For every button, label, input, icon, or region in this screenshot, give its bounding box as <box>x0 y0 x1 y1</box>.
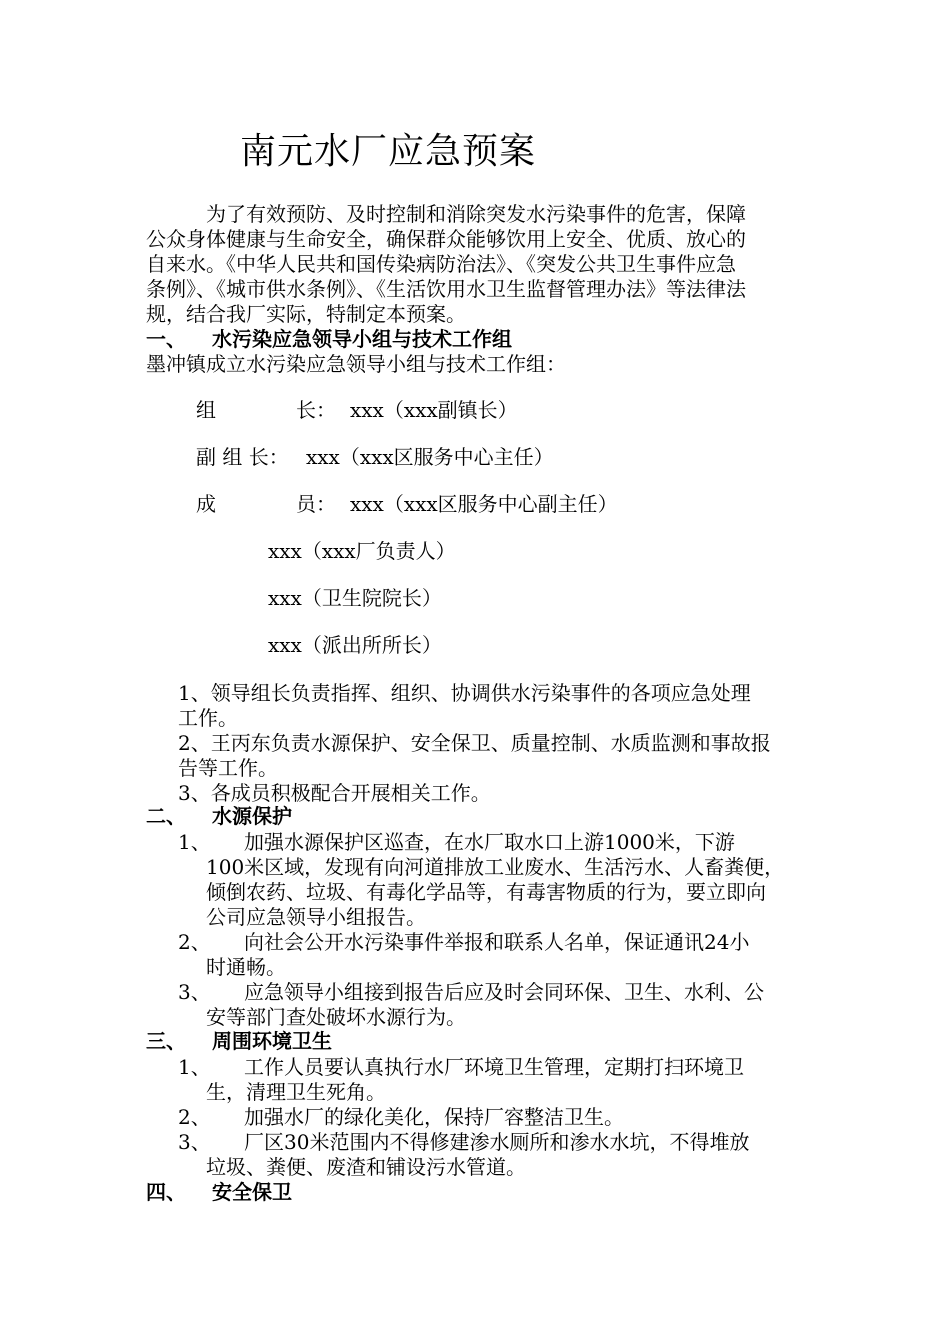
member-entry: xxx（卫生院院长） <box>268 586 442 610</box>
section-lead: 墨冲镇成立水污染应急领导小组与技术工作组： <box>146 352 566 376</box>
section-heading: 水污染应急领导小组与技术工作组 <box>212 327 512 351</box>
section-heading: 周围环境卫生 <box>212 1029 332 1053</box>
leader-label: 组 长： <box>196 398 336 422</box>
intro-line: 公众身体健康与生命安全，确保群众能够饮用上安全、优质、放心的 <box>146 227 746 251</box>
item-line: 向社会公开水污染事件举报和联系人名单，保证通讯24小 <box>244 930 750 954</box>
duty-line: 3、各成员积极配合开展相关工作。 <box>178 781 491 805</box>
section-number: 四、 <box>146 1180 186 1204</box>
item-line: 垃圾、粪便、废渣和铺设污水管道。 <box>206 1155 526 1179</box>
duty-line: 告等工作。 <box>178 756 278 780</box>
item-line: 工作人员要认真执行水厂环境卫生管理，定期打扫环境卫 <box>244 1055 744 1079</box>
member-value: xxx（xxx区服务中心副主任） <box>350 492 618 516</box>
item-line: 安等部门查处破坏水源行为。 <box>206 1005 466 1029</box>
deputy-label: 副 组 长： <box>196 445 289 469</box>
intro-line: 为了有效预防、及时控制和消除突发水污染事件的危害，保障 <box>206 202 746 226</box>
section-number: 二、 <box>146 804 186 828</box>
member-label: 成 员： <box>196 492 336 516</box>
leader-value: xxx（xxx副镇长） <box>350 398 518 422</box>
section-heading: 安全保卫 <box>212 1180 292 1204</box>
item-line: 时通畅。 <box>206 955 286 979</box>
item-number: 1、 <box>178 1055 211 1079</box>
item-number: 2、 <box>178 930 211 954</box>
item-number: 3、 <box>178 1130 211 1154</box>
item-number: 1、 <box>178 830 211 854</box>
item-line: 生，清理卫生死角。 <box>206 1080 386 1104</box>
section-heading: 水源保护 <box>212 804 292 828</box>
section-number: 三、 <box>146 1029 186 1053</box>
intro-line: 自来水。《中华人民共和国传染病防治法》、《突发公共卫生事件应急 <box>146 252 736 276</box>
item-line: 加强水厂的绿化美化，保持厂容整洁卫生。 <box>244 1105 624 1129</box>
item-number: 2、 <box>178 1105 211 1129</box>
duty-line: 工作。 <box>178 706 238 730</box>
item-number: 3、 <box>178 980 211 1004</box>
item-line: 厂区30米范围内不得修建渗水厕所和渗水水坑，不得堆放 <box>244 1130 750 1154</box>
member-entry: xxx（派出所所长） <box>268 633 442 657</box>
intro-line: 规，结合我厂实际，特制定本预案。 <box>146 302 466 326</box>
duty-line: 1、领导组长负责指挥、组织、协调供水污染事件的各项应急处理 <box>178 681 751 705</box>
document-title: 南元水厂应急预案 <box>240 131 537 172</box>
member-entry: xxx（xxx厂负责人） <box>268 539 456 563</box>
duty-line: 2、王丙东负责水源保护、安全保卫、质量控制、水质监测和事故报 <box>178 731 771 755</box>
item-line: 倾倒农药、垃圾、有毒化学品等，有毒害物质的行为，要立即向 <box>206 880 766 904</box>
item-line: 加强水源保护区巡查，在水厂取水口上游1000米，下游 <box>244 830 735 854</box>
item-line: 公司应急领导小组报告。 <box>206 905 426 929</box>
section-number: 一、 <box>146 327 186 351</box>
item-line: 100米区域，发现有向河道排放工业废水、生活污水、人畜粪便， <box>206 855 785 879</box>
intro-line: 条例》、《城市供水条例》、《生活饮用水卫生监督管理办法》等法律法 <box>146 277 746 301</box>
deputy-value: xxx（xxx区服务中心主任） <box>306 445 554 469</box>
item-line: 应急领导小组接到报告后应及时会同环保、卫生、水利、公 <box>244 980 764 1004</box>
